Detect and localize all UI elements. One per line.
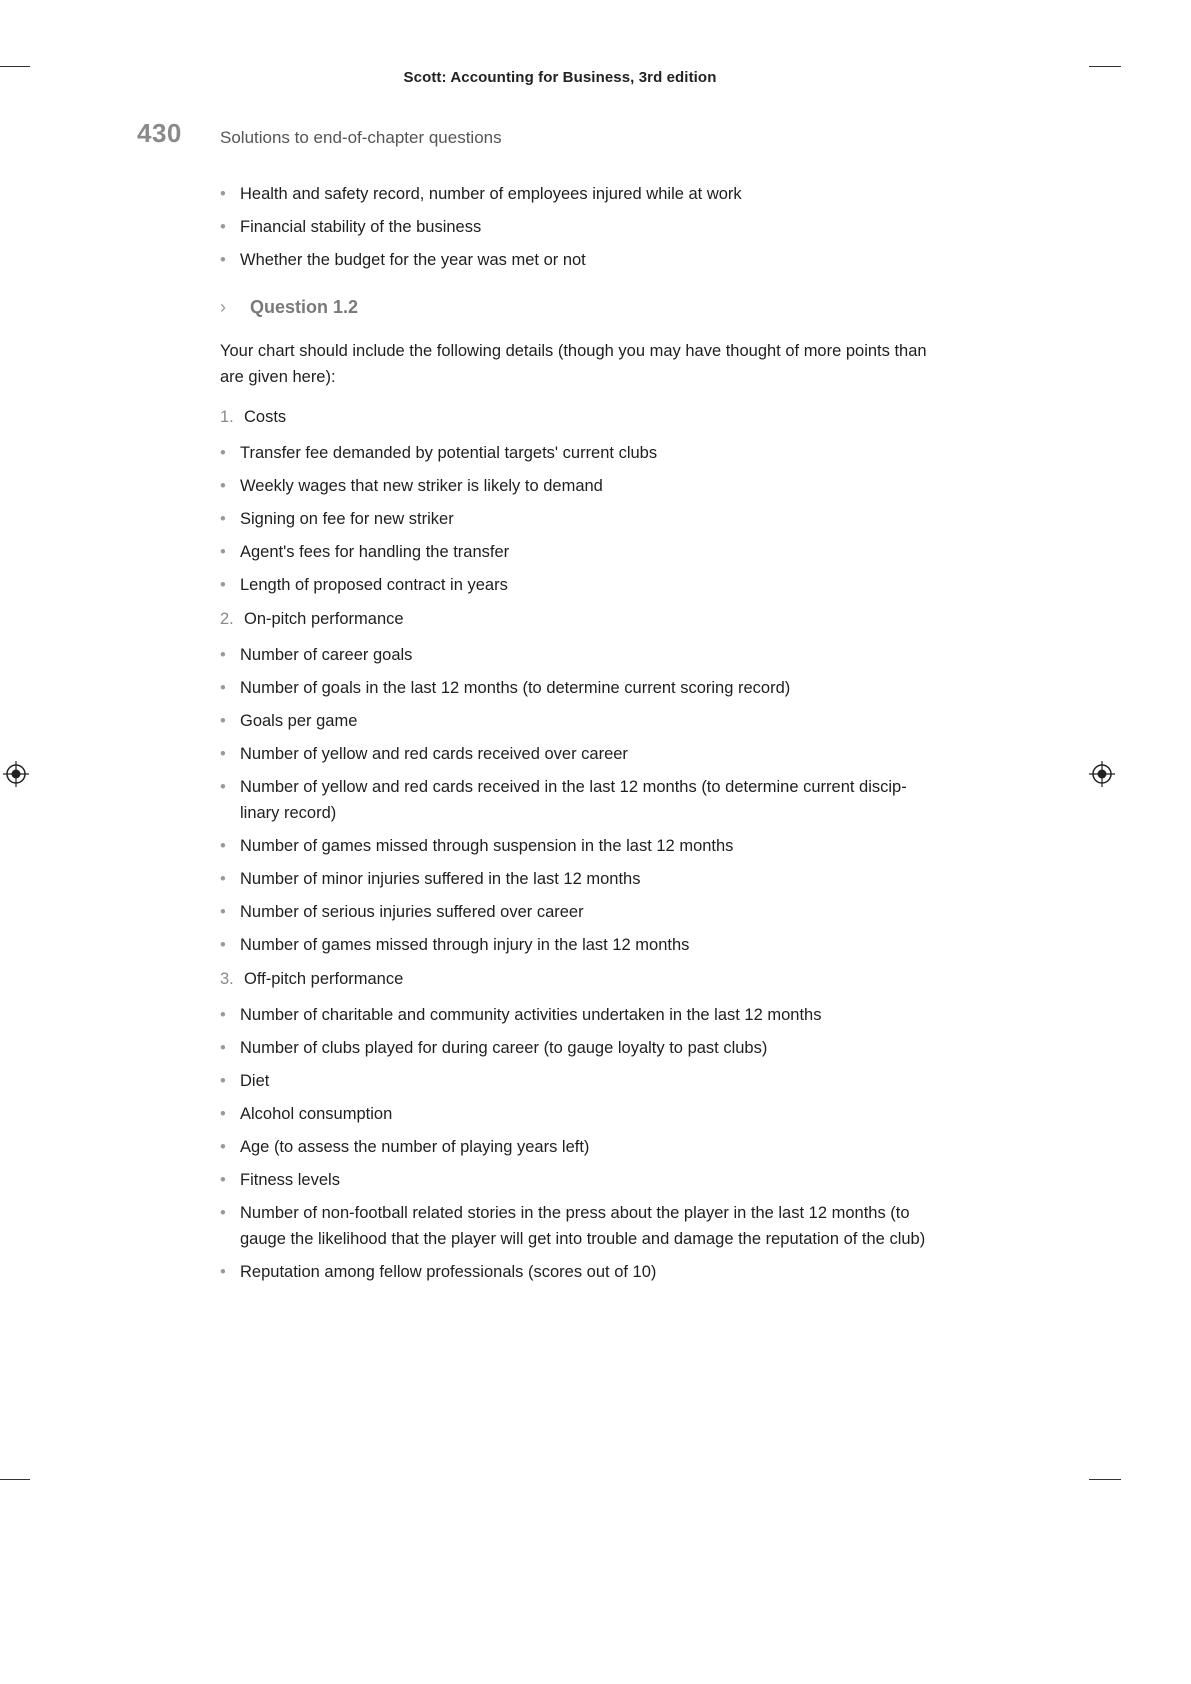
list-item: • Number of yellow and red cards received in the last 12 months (to determine current discip-linary record) [220,774,932,826]
chevron-right-icon: › [220,297,226,317]
off-pitch-bullet-list [220,1002,932,1285]
bullet-icon: • [220,185,226,203]
list-item: • Number of yellow and red cards received over career [220,741,932,767]
list-item: • Number of games missed through suspension in the last 12 months [220,833,932,859]
section-heading-off-pitch [220,966,932,992]
crop-mark-top-left [0,66,30,67]
bullet-icon: • [220,218,226,236]
bullet-icon: • [220,1171,226,1189]
bullet-icon: • [220,679,226,697]
list-item: • Whether the budget for the year was met or not [220,247,932,273]
list-item: • Number of minor injuries suffered in the last 12 months [220,866,932,892]
bullet-icon: • [220,1138,226,1156]
question-title: Question 1.2 [250,297,359,317]
bullet-icon: • [220,745,226,763]
carryover-bullet-list [220,181,932,273]
bullet-icon: • [220,646,226,664]
section-heading-costs [220,404,932,430]
list-item: • Agent's fees for handling the transfer [220,539,932,565]
section-heading: On-pitch performance [244,610,404,628]
list-item: • Alcohol consumption [220,1101,932,1127]
list-item: • Number of games missed through injury in the last 12 months [220,932,932,958]
list-item: • Weekly wages that new striker is likely to demand [220,473,932,499]
running-head: Scott: Accounting for Business, 3rd edition [403,69,717,86]
list-item: • Length of proposed contract in years [220,572,932,598]
section-number: 3. [220,970,234,988]
section-number: 1. [220,408,234,426]
costs-bullet-list [220,440,932,598]
section-heading: Costs [244,408,287,426]
bullet-icon: • [220,1006,226,1024]
bullet-icon: • [220,712,226,730]
bullet-icon: • [220,576,226,594]
list-item: • Number of serious injuries suffered over career [220,899,932,925]
list-item: • Reputation among fellow professionals (scores out of 10) [220,1259,932,1285]
bullet-icon: • [220,1039,226,1057]
section-heading-on-pitch [220,606,932,632]
list-item: • Number of career goals [220,642,932,668]
bullet-icon: • [220,1105,226,1123]
crop-mark-bottom-left [0,1479,30,1480]
intro-paragraph: Your chart should include the following details (though you may have thought of more points than are given here): [220,342,927,386]
bullet-icon: • [220,837,226,855]
on-pitch-bullet-list [220,642,932,958]
list-item: • Fitness levels [220,1167,932,1193]
registration-mark-icon [2,760,30,788]
list-item: • Number of goals in the last 12 months (to determine current scoring record) [220,675,932,701]
registration-mark-icon [1088,760,1116,788]
bullet-icon: • [220,510,226,528]
list-item: • Diet [220,1068,932,1094]
list-item: • Age (to assess the number of playing years left) [220,1134,932,1160]
list-item: • Transfer fee demanded by potential targets' current clubs [220,440,932,466]
list-item: • Goals per game [220,708,932,734]
bullet-icon: • [220,778,226,796]
section-title: Solutions to end-of-chapter questions [220,128,502,147]
bullet-icon: • [220,1204,226,1222]
bullet-icon: • [220,870,226,888]
question-heading [220,294,932,320]
list-item: • Signing on fee for new striker [220,506,932,532]
list-item: • Number of non-football related stories in the press about the player in the last 12 months (to gauge the likelihood that the player will get into trouble and damage the reputation of the club) [220,1200,932,1252]
list-item: • Financial stability of the business [220,214,932,240]
section-number: 2. [220,610,234,628]
list-item: • Number of clubs played for during career (to gauge loyalty to past clubs) [220,1035,932,1061]
page-content [220,181,932,1292]
list-item: • Health and safety record, number of employees injured while at work [220,181,932,207]
bullet-icon: • [220,477,226,495]
bullet-icon: • [220,936,226,954]
section-heading: Off-pitch performance [244,970,404,988]
bullet-icon: • [220,1263,226,1281]
page-number: 430 [137,118,182,148]
bullet-icon: • [220,543,226,561]
bullet-icon: • [220,444,226,462]
bullet-icon: • [220,1072,226,1090]
list-item: • Number of charitable and community activities undertaken in the last 12 months [220,1002,932,1028]
crop-mark-top-right [1089,66,1121,67]
bullet-icon: • [220,251,226,269]
crop-mark-bottom-right [1089,1479,1121,1480]
bullet-icon: • [220,903,226,921]
